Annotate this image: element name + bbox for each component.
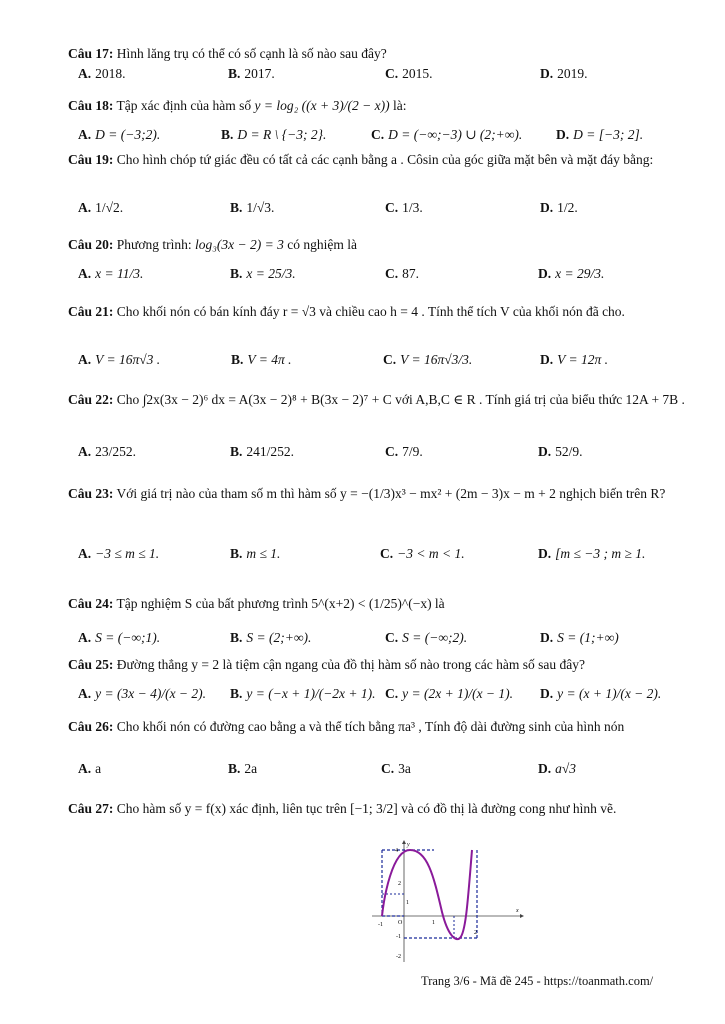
option-a[interactable]: 2018. [95,66,126,81]
option-label: C. [385,66,399,81]
option-b[interactable]: 2017. [244,66,275,81]
option-c[interactable]: 7/9. [402,444,423,459]
question-label: Câu 24: [68,596,114,611]
option-label: D. [538,546,552,561]
option-a[interactable]: y = (3x − 4)/(x − 2). [95,686,207,701]
question-17 [68,44,688,63]
option-d[interactable]: [m ≤ −3 ; m ≥ 1. [555,546,646,561]
option-a[interactable]: 23/252. [95,444,137,459]
y-tick-label: 4 [395,848,398,854]
options-26 [78,761,698,783]
option-label: D. [538,266,552,281]
x-tick-label: 2 [474,930,477,936]
options-23 [78,546,698,568]
option-label: A. [78,127,92,142]
question-label: Câu 26: [68,719,114,734]
question-text-tail: có nghiệm là [287,237,357,252]
question-text: Hình lăng trụ có thể có số cạnh là số nào sau đây? [116,46,387,61]
y-tick-label: 1 [406,900,409,906]
question-text: Cho hàm số y = f(x) xác định, liên tục trên [−1; 3/2] và có đồ thị là đường cong như hình vẽ. [116,801,617,816]
option-label: B. [230,444,243,459]
question-text-tail: là: [392,98,407,113]
option-b[interactable]: V = 4π . [247,352,292,367]
option-c[interactable]: −3 < m < 1. [397,546,465,561]
option-label: C. [385,686,399,701]
question-18 [68,96,688,115]
options-25 [78,686,698,708]
option-label: D. [540,686,554,701]
question-label: Câu 18: [68,98,114,113]
question-23 [68,484,688,503]
options-17 [78,66,698,88]
option-b[interactable]: S = (2;+∞). [246,630,312,645]
option-label: B. [228,761,241,776]
option-d[interactable]: S = (1;+∞) [557,630,619,645]
option-label: D. [540,630,554,645]
options-24 [78,630,698,652]
question-25 [68,655,688,674]
question-text: Cho khối nón có đường cao bằng a và thể tích bằng πa³ , Tính độ dài đường sinh của hình nón [116,719,625,734]
option-label: B. [230,686,243,701]
option-a[interactable]: −3 ≤ m ≤ 1. [95,546,160,561]
option-d[interactable]: D = [−3; 2]. [573,127,644,142]
y-tick-label: -2 [396,954,401,960]
option-c[interactable]: D = (−∞;−3) ∪ (2;+∞). [388,127,523,142]
option-label: A. [78,352,92,367]
option-label: A. [78,444,92,459]
x-tick-label: -1 [378,922,383,928]
options-22 [78,444,698,466]
option-d[interactable]: 2019. [557,66,588,81]
options-21 [78,352,698,374]
option-label: A. [78,66,92,81]
question-label: Câu 20: [68,237,114,252]
function-graph [370,838,530,966]
option-d[interactable]: 52/9. [555,444,583,459]
option-c[interactable]: V = 16π√3/3. [400,352,473,367]
option-c[interactable]: 87. [402,266,419,281]
option-label: C. [385,444,399,459]
option-label: B. [221,127,234,142]
option-label: B. [230,630,243,645]
question-text: Với giá trị nào của tham số m thì hàm số y = −(1/3)x³ − mx² + (2m − 3)x − m + 2 nghịch biến trên R? [116,486,666,501]
option-label: D. [540,66,554,81]
option-a[interactable]: a [95,761,102,776]
option-b[interactable]: m ≤ 1. [246,546,281,561]
option-c[interactable]: 1/3. [402,200,423,215]
option-label: D. [538,444,552,459]
question-text: Cho hình chóp tứ giác đều có tất cả các cạnh bằng a . Côsin của góc giữa mặt bên và mặt đáy bằng: [116,152,654,167]
origin-label: O [398,920,403,926]
question-27 [68,794,688,824]
option-label: A. [78,630,92,645]
equation: log₃(3x − 2) = 3 [194,237,284,252]
option-label: D. [540,352,554,367]
option-label: B. [230,200,243,215]
question-label: Câu 19: [68,152,114,167]
question-label: Câu 22: [68,392,114,407]
option-d[interactable]: 1/2. [557,200,578,215]
curve [382,850,472,939]
question-20 [68,235,688,254]
option-label: C. [385,266,399,281]
option-label: A. [78,761,92,776]
option-label: C. [380,546,394,561]
option-label: B. [230,546,243,561]
option-label: A. [78,686,92,701]
option-c[interactable]: 2015. [402,66,433,81]
option-label: D. [540,200,554,215]
question-text: Đường thẳng y = 2 là tiệm cận ngang của đồ thị hàm số nào trong các hàm số sau đây? [116,657,585,672]
function-expression: y = log₂ ((x + 3)/(2 − x)) [254,98,390,113]
options-18 [78,127,698,149]
option-label: A. [78,200,92,215]
option-a[interactable]: V = 16π√3 . [95,352,161,367]
question-text: Cho khối nón có bán kính đáy r = √3 và chiều cao h = 4 . Tính thể tích V của khối nón đã cho. [116,304,625,319]
option-c[interactable]: y = (2x + 1)/(x − 1). [402,686,514,701]
option-c[interactable]: 3a [398,761,411,776]
option-a[interactable]: 1/√2. [95,200,124,215]
option-label: B. [228,66,241,81]
question-label: Câu 23: [68,486,114,501]
option-label: C. [383,352,397,367]
question-text: Phương trình: [116,237,192,252]
question-text: Tập xác định của hàm số [116,98,252,113]
option-label: C. [381,761,395,776]
option-label: C. [385,630,399,645]
option-label: C. [385,200,399,215]
option-a[interactable]: D = (−3;2). [95,127,161,142]
option-label: B. [230,266,243,281]
options-20 [78,266,698,288]
option-a[interactable]: x = 11/3. [95,266,144,281]
question-22 [68,390,688,409]
option-d[interactable]: y = (x + 1)/(x − 2). [557,686,662,701]
option-b[interactable]: 1/√3. [246,200,275,215]
question-text: Cho ∫2x(3x − 2)⁶ dx = A(3x − 2)⁸ + B(3x − 2)⁷ + C với A,B,C ∈ R . Tính giá trị của biểu thức 12A + 7B . [116,392,685,407]
option-b[interactable]: x = 25/3. [246,266,296,281]
option-c[interactable]: S = (−∞;2). [402,630,468,645]
option-a[interactable]: S = (−∞;1). [95,630,161,645]
page-footer: Trang 3/6 - Mã đề 245 - https://toanmath.com/ [421,974,654,988]
y-tick-label: -1 [396,934,401,940]
y-tick-label: 2 [398,881,401,887]
question-19 [68,150,688,169]
option-label: B. [231,352,244,367]
question-label: Câu 17: [68,46,114,61]
x-axis-label: x [516,908,519,914]
x-tick-label: 1 [432,920,435,926]
option-d[interactable]: a√3 [555,761,577,776]
question-24 [68,594,688,613]
question-21 [68,302,688,321]
option-label: C. [371,127,385,142]
option-d[interactable]: x = 29/3. [555,266,605,281]
option-label: D. [538,761,552,776]
question-label: Câu 21: [68,304,114,319]
question-text: Tập nghiệm S của bất phương trình 5^(x+2) < (1/25)^(−x) là [116,596,445,611]
options-19 [78,200,698,222]
option-b[interactable]: 2a [244,761,258,776]
y-axis-label: y [407,842,410,848]
question-label: Câu 27: [68,801,114,816]
option-b[interactable]: D = R \ {−3; 2}. [237,127,327,142]
option-label: A. [78,546,92,561]
option-label: D. [556,127,570,142]
option-b[interactable]: 241/252. [246,444,295,459]
option-d[interactable]: V = 12π . [557,352,609,367]
question-label: Câu 25: [68,657,114,672]
question-26 [68,717,688,736]
option-label: A. [78,266,92,281]
option-b[interactable]: y = (−x + 1)/(−2x + 1). [246,686,376,701]
